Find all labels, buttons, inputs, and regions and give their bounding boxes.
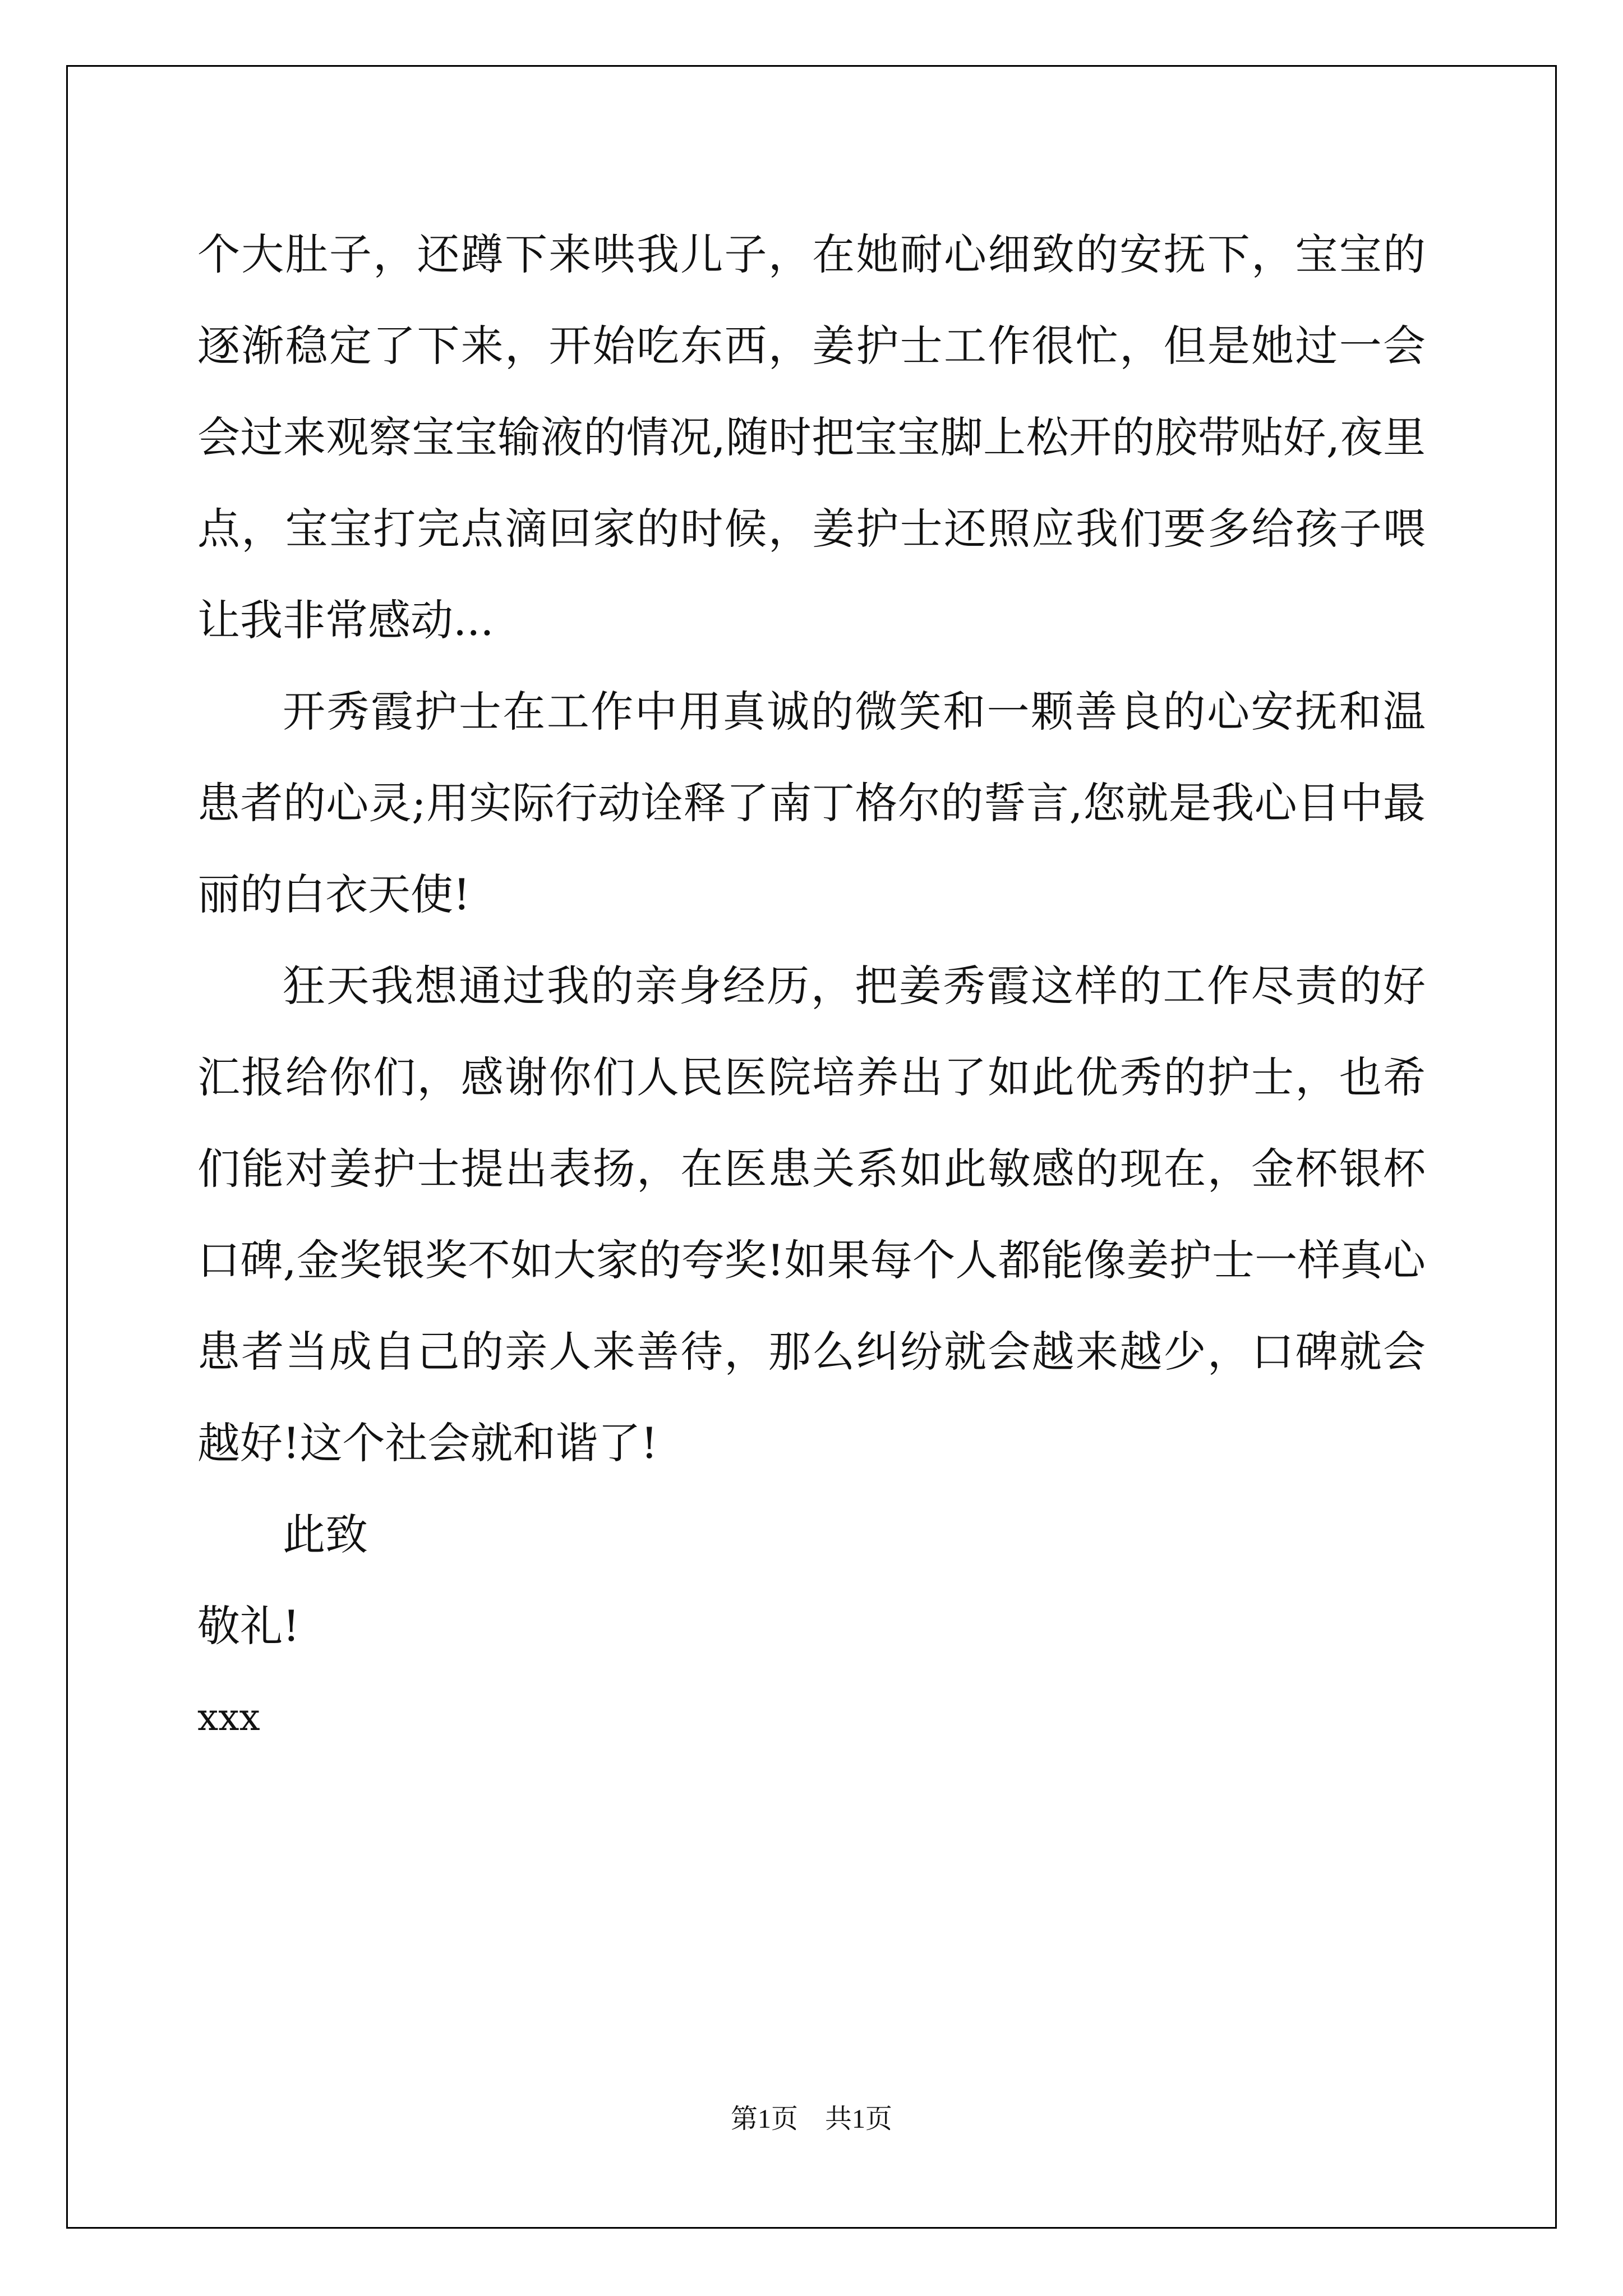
letter-body	[197, 209, 1426, 1763]
text-line: 汇报给你们，感谢你们人民医院培养出了如此优秀的护士，也希	[197, 1052, 1426, 1102]
closing-salutation: 此致	[283, 1510, 368, 1559]
text-line: 患者的心灵;用实际行动诠释了南丁格尔的誓言,您就是我心目中最	[197, 778, 1426, 828]
page-number-current: 第1页	[730, 2104, 798, 2134]
text-line: 逐渐稳定了下来，开始吃东西，姜护士工作很忙，但是她过一会	[197, 321, 1426, 371]
text-line: 个大肚子，还蹲下来哄我儿子，在她耐心细致的安抚下，宝宝的	[197, 229, 1426, 279]
closing-regards: 敬礼!	[197, 1601, 300, 1651]
paragraph-first-line: 开秀霞护士在工作中用真诚的微笑和一颗善良的心安抚和温	[283, 687, 1426, 737]
text-line: 让我非常感动...	[197, 595, 494, 645]
page-number-total: 共1页	[825, 2104, 893, 2134]
text-line: 会过来观察宝宝输液的情况,随时把宝宝脚上松开的胶带贴好,夜里	[197, 412, 1426, 462]
paragraph-first-line: 狂天我想通过我的亲身经历，把姜秀霞这样的工作尽责的好	[283, 961, 1426, 1011]
text-line: 点，宝宝打完点滴回家的时候，姜护士还照应我们要多给孩子喂	[197, 504, 1426, 554]
text-line: 们能对姜护士提出表扬，在医患关系如此敏感的现在，金杯银杯	[197, 1144, 1426, 1194]
signature: xxx	[197, 1696, 260, 1739]
text-line: 患者当成自己的亲人来善待，那么纠纷就会越来越少，口碑就会	[197, 1327, 1426, 1377]
text-line: 丽的白衣天使!	[197, 869, 471, 919]
text-line: 口碑,金奖银奖不如大家的夸奖!如果每个人都能像姜护士一样真心	[197, 1235, 1426, 1285]
text-line: 越好!这个社会就和谐了!	[197, 1418, 658, 1468]
page-footer	[0, 2097, 1623, 2136]
